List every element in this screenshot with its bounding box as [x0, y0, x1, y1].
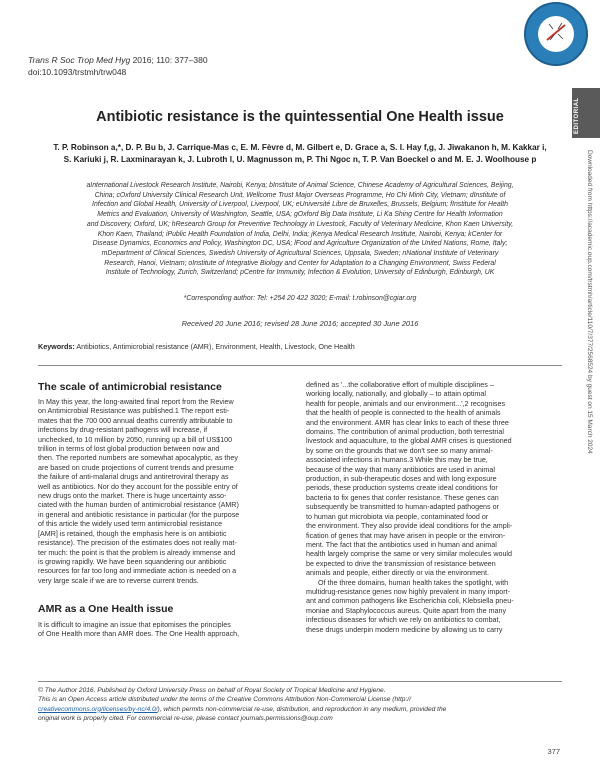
editorial-tab	[572, 88, 600, 138]
text-line: ment. The fact that the antibiotics used in human and animal	[306, 540, 497, 549]
author-line: T. P. Robinson a,*, D. P. Bu b, J. Carrique-Mas c, E. M. Fèvre d, M. Gilbert e, D. Grace a, S. I. Hay f,g, J. Jiwakanon h, M. Kakkar i,	[53, 143, 547, 152]
text-line: resistance). The precision of the estimates does not really mat-	[38, 539, 237, 548]
text-line: ant and common pathogens like Escherichia coli, Klebsiella pneu-	[306, 597, 514, 606]
text-line: unchecked, to 10 million by 2050, running up a bill of US$100	[38, 435, 233, 444]
right-column-text	[306, 381, 560, 635]
keywords-text: Antibiotics, Antimicrobial resistance (AMR), Environment, Health, Livestock, One Health	[76, 342, 355, 351]
heading-amr-one-health: AMR as a One Health issue	[38, 603, 174, 615]
text-line: defined as '...the collaborative effort of multiple disciplines –	[306, 381, 494, 389]
text-line: infectious diseases for which we rely on antibiotics to combat,	[306, 616, 501, 625]
text-line: well as antibiotics. Nor do they account for the possible entry of	[38, 482, 238, 491]
text-line: then. The reported numbers are somewhat apocalyptic, as they	[38, 454, 238, 463]
download-text: Downloaded from https://academic.oup.com/trstmh/article/110/7/377/2568524 by guest on 15 March 2024	[586, 150, 593, 454]
license-line	[38, 705, 562, 714]
text-line: It is difficult to imagine an issue that epitomises the principles	[38, 621, 231, 629]
text-line: Of the three domains, human health takes the spotlight, with	[318, 578, 509, 587]
download-note	[584, 150, 594, 720]
affiliations	[34, 181, 566, 278]
copyright-footer	[38, 686, 562, 723]
heading-scale-of-amr: The scale of antimicrobial resistance	[38, 381, 222, 393]
text-line: because of the way that many antibiotics are used in animal	[306, 465, 495, 474]
affiliation-line: China; cOxford University Clinical Research Unit, Wellcome Trust Major Overseas Programme, Ho Chi Minh City, Vietnam; dInstitute of	[94, 191, 506, 199]
text-line: of One Health more than AMR does. The One Health approach,	[38, 630, 240, 639]
affiliation-line: Disease Dynamics, Economics and Policy, Washington DC, USA; lFood and Agriculture Organization of the United Nations, Rome, Italy;	[92, 240, 508, 248]
affiliation-line: and Discovery, Oxford, UK; hResearch Group for Preventive Technology in Livestock, Faculty of Veterinary Medicine, Khon Kaen University,	[86, 220, 514, 228]
text-line: these drugs underpin modern medicine by allowing us to carry	[306, 625, 503, 634]
text-line: be expected to drive the transmission of resistance between	[306, 559, 496, 568]
article-title: Antibiotic resistance is the quintessential One Health issue	[96, 109, 504, 125]
section-divider	[38, 365, 562, 366]
text-line: ter much: the point is that the problem is already immense and	[38, 548, 236, 557]
license-line: This is an Open Access article distributed under the terms of the Creative Commons Attribution Non-Commercial License (http://	[38, 696, 411, 704]
text-line: health largely comprise the same or very similar molecules would	[306, 550, 512, 559]
text-line: the failure of anti-malarial drugs and antiretroviral therapy as	[38, 473, 229, 482]
text-line: the environment. They also provide ideal conditions for the ampli-	[306, 522, 513, 531]
text-line: working locally, nationally, and globally – to attain optimal	[306, 390, 486, 399]
text-line: fication of genes that may have arisen in people or the environ-	[306, 531, 506, 540]
text-line: bacteria to fix genes that confer resistance. These genes can	[306, 493, 499, 502]
text-line: mates that the 700 000 annual deaths currently attributable to	[38, 416, 233, 425]
text-line: animals and people, either directly or via the environment.	[306, 569, 489, 578]
text-line: infections by drug-resistant pathogens will increase, if	[38, 426, 208, 435]
text-line: is growing rapidly. We have been squandering our antibiotic	[38, 557, 227, 566]
text-line: to human gut microbiota via people, contaminated food or	[306, 512, 489, 521]
editorial-label: EDITORIAL	[574, 97, 580, 134]
copyright-line: © The Author 2016. Published by Oxford University Press on behalf of Royal Society of Tropical Medicine and Hygiene.	[38, 687, 386, 694]
text-line: periods, these production systems create ideal conditions for	[306, 484, 498, 493]
text-line: very large scale if we are to reverse current trends.	[38, 576, 199, 585]
license-link[interactable]: creativecommons.org/licenses/by-nc/4.0/	[38, 705, 158, 713]
text-line: and the environment. AMR has clear links to each of these three	[306, 418, 509, 427]
text-line: livestock and aquaculture, to the global AMR crises is questioned	[306, 437, 512, 446]
text-line: domains. The contribution of animal production, both terrestrial	[306, 428, 504, 437]
license-text: ), which permits non-commercial re-use, distribution, and reproduction in any medium, provided the	[157, 705, 447, 713]
mosquito-icon	[544, 20, 568, 44]
affiliation-line: Infection and Global Health, University of Liverpool, Liverpool, UK; eUniversité Libre de Bruxelles, Brussels, Belgium; fInstitute for Health	[92, 201, 508, 209]
text-line: trillion in terms of lost global production between now and	[38, 445, 220, 454]
text-line: [AMR] is retained, though the emphasis here is on antibiotic	[38, 529, 227, 538]
affiliation-line: mDepartment of Clinical Sciences, Swedish University of Agricultural Sciences, Uppsala, Sweden; nNational Institute of Veterinary	[101, 249, 499, 257]
affiliation-line: aInternational Livestock Research Institute, Nairobi, Kenya; bInstitute of Animal Science, Chinese Academy of Agricultural Sciences, Beijing,	[86, 182, 514, 189]
text-line: subsequently be transmitted to human-adapted pathogens or	[306, 503, 499, 512]
text-line: new drugs onto the market. There is huge uncertainty asso-	[38, 492, 227, 501]
text-line: moniae and Staphylococcus aureus. Quite apart from the many	[306, 606, 507, 615]
corresponding-author: *Corresponding author: Tel: +254 20 422 3020; E-mail: t.robinson@cgiar.org	[183, 295, 417, 302]
license-line: original work is properly cited. For commercial re-use, please contact journals.permissions@oup.com	[38, 714, 333, 722]
text-line: production, in sub-therapeutic doses and with long exposure	[306, 475, 497, 484]
text-line: ciated with the human burden of antimicrobial resistance (AMR)	[38, 501, 239, 510]
journal-volume: 2016; 110: 377–380	[132, 55, 208, 65]
received-dates: Received 20 June 2016; revised 28 June 2016; accepted 30 June 2016	[181, 319, 419, 328]
left-column-paragraph-2	[38, 621, 292, 640]
text-line: associated infections in humans.3 While this may be true,	[306, 456, 488, 465]
affiliation-line: Metrics and Evaluation, University of Washington, Seattle, USA; gOxford Big Data Institute, Li Ka Shing Centre for Health Information	[97, 211, 503, 219]
affiliation-line: Khon Kaen, Thailand; iPublic Health Foundation of India, Delhi, India; jKenya Medical Research Institute, Nairobi, Kenya; kCenter for	[97, 230, 503, 238]
text-line: of this article the widely used term antimicrobial resistance	[38, 520, 223, 529]
text-line: are based on crude projections of current trends and presume	[38, 463, 234, 472]
keywords	[38, 342, 558, 351]
text-line: that the health of people is connected to the health of animals	[306, 409, 501, 418]
author-line: S. Kariuki j, R. Laxminarayan k, J. Lubroth l, U. Magnusson m, P. Thi Ngoc n, T. P. Van Boeckel o and M. E. J. Woolhouse p	[63, 154, 537, 164]
society-seal-logo	[524, 2, 588, 66]
journal-doi: doi:10.1093/trstmh/trw048	[28, 67, 127, 77]
text-line: multidrug-resistance genes now highly prevalent in many import-	[306, 587, 510, 596]
affiliation-line: Research, Hanoi, Vietnam; oInstitute of Integrative Biology and Center for Adaptation to a Changing Environment, Swiss Federal	[104, 259, 496, 267]
text-line: resources for far too long and immediate action is needed on a	[38, 567, 237, 576]
journal-name: Trans R Soc Trop Med Hyg	[28, 55, 131, 65]
affiliation-line: Institute of Technology, Zurich, Switzerland; pCentre for Immunity, Infection & Evolution, University of Edinburgh, Edinburgh, UK	[105, 269, 495, 277]
keywords-label: Keywords:	[38, 342, 75, 351]
author-list	[30, 142, 570, 165]
text-line: by some on the grounds that we don't see so many animal-	[306, 446, 493, 455]
text-line: on Antimicrobial Resistance was published.1 The report esti-	[38, 407, 230, 416]
page-number: 377	[547, 747, 560, 756]
footer-divider	[38, 681, 562, 682]
text-line: health for people, animals and our environment...',2 recognises	[306, 399, 506, 408]
left-column-paragraph-1	[38, 398, 292, 586]
text-line: in general and antibiotic resistance in particular (for the purpose	[38, 510, 240, 519]
text-line: In May this year, the long-awaited final report from the Review	[38, 398, 234, 406]
journal-citation	[28, 54, 208, 78]
